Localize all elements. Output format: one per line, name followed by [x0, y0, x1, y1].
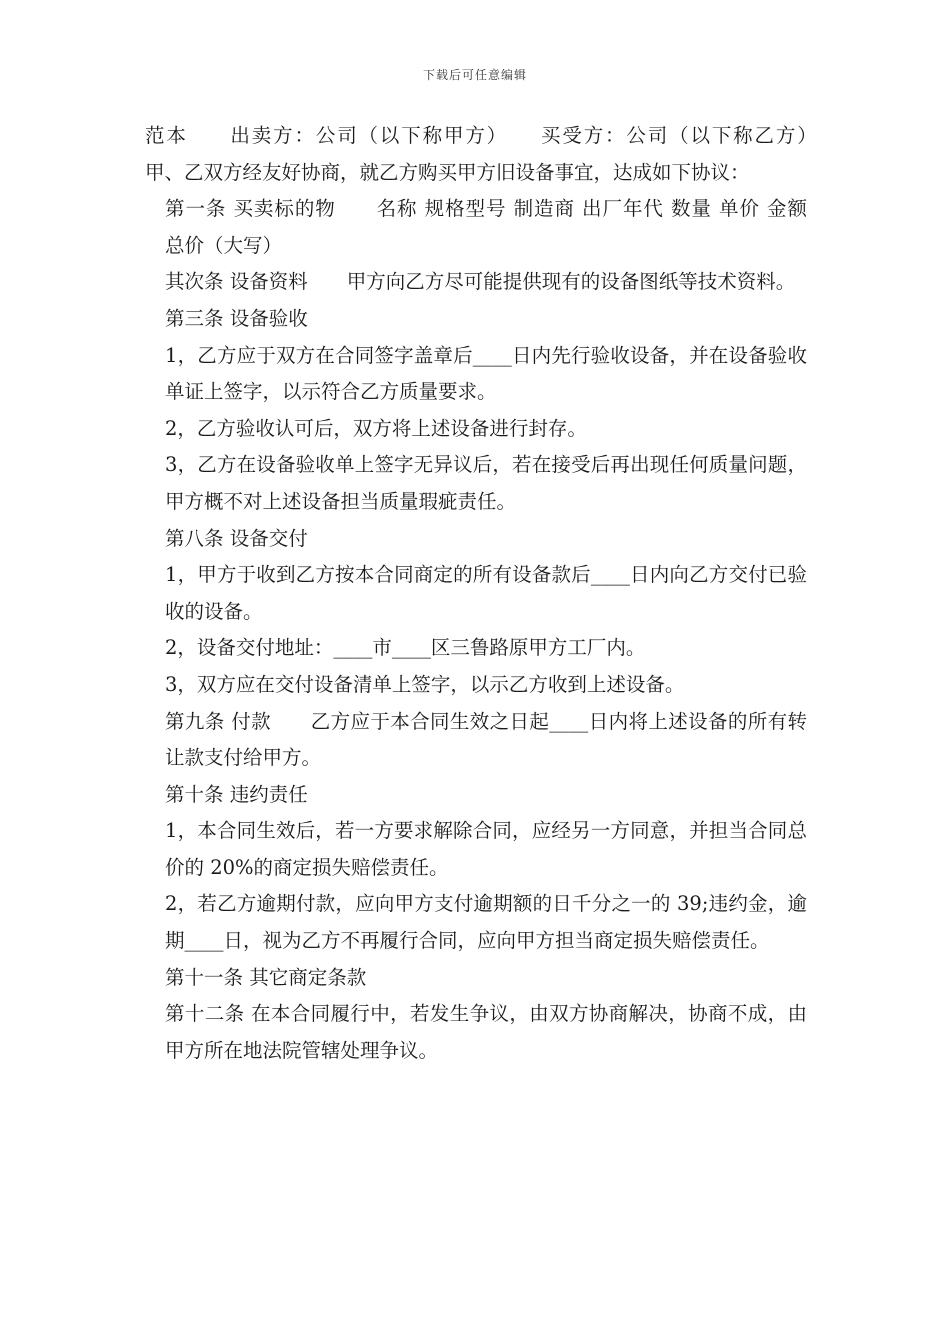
paragraph-article-8-item-3: 3，双方应在交付设备清单上签字，以示乙方收到上述设备。 — [165, 672, 685, 696]
document-body — [145, 118, 847, 1069]
paragraph-article-3-item-3: 3，乙方在设备验收单上签字无异议后，若在接受后再出现任何质量问题，甲方概不对上述设备担当质量瑕疵责任。 — [165, 453, 807, 513]
paragraph-article-2: 其次条 设备资料 甲方向乙方尽可能提供现有的设备图纸等技术资料。 — [165, 270, 796, 294]
paragraph-article-3-heading: 第三条 设备验收 — [165, 306, 308, 330]
paragraph-article-10-heading: 第十条 违约责任 — [165, 782, 308, 806]
paragraph-article-3-item-1: 1，乙方应于双方在合同签字盖章后____日内先行验收设备，并在设备验收单证上签字，以示符合乙方质量要求。 — [165, 343, 807, 404]
paragraph-article-8-item-2: 2，设备交付地址：____市____区三鲁路原甲方工厂内。 — [165, 636, 646, 660]
paragraph-article-8-item-1: 1，甲方于收到乙方按本合同商定的所有设备款后____日内向乙方交付已验收的设备。 — [165, 563, 807, 623]
paragraph-article-3-item-2: 2，乙方验收认可后，双方将上述设备进行封存。 — [165, 416, 587, 440]
page-header: 下载后可任意编辑 — [422, 68, 527, 82]
paragraph-article-8-heading: 第八条 设备交付 — [165, 526, 308, 550]
paragraph-article-1: 第一条 买卖标的物 名称 规格型号 制造商 出厂年代 数量 单价 金额 总价（大写） — [165, 197, 847, 257]
paragraph-article-11: 第十一条 其它商定条款 — [165, 965, 367, 989]
paragraph-article-10-item-2: 2，若乙方逾期付款，应向甲方支付逾期额的日千分之一的 39;违约金，逾期____日，视为乙方不再履行合同，应向甲方担当商定损失赔偿责任。 — [165, 892, 807, 953]
paragraph-article-10-item-1: 1，本合同生效后，若一方要求解除合同，应经另一方同意，并担当合同总价的 20%的商定损失赔偿责任。 — [165, 819, 807, 879]
paragraph-article-12: 第十二条 在本合同履行中，若发生争议，由双方协商解决，协商不成，由甲方所在地法院管辖处理争议。 — [165, 1002, 807, 1062]
paragraph-article-9: 第九条 付款 乙方应于本合同生效之日起____日内将上述设备的所有转让款支付给甲方。 — [165, 709, 807, 770]
paragraph-preamble: 范本 出卖方：公司（以下称甲方） 买受方：公司（以下称乙方） 甲、乙双方经友好协商，就乙方购买甲方旧设备事宜，达成如下协议： — [145, 124, 847, 184]
